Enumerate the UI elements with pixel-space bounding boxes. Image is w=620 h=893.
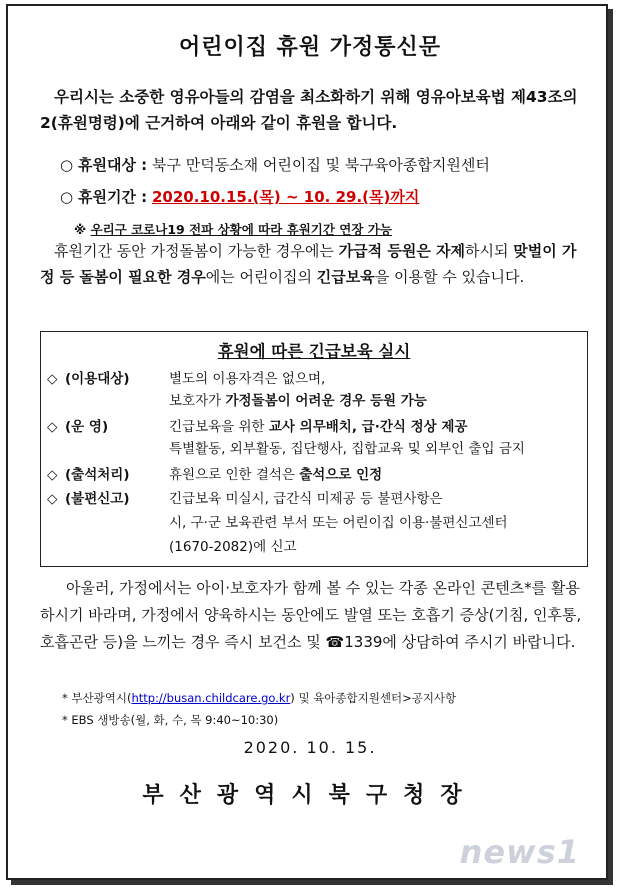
childcare-link[interactable]: http://busan.childcare.go.kr: [131, 691, 291, 705]
row-eligibility: ◇ (이용대상) 별도의 이용자격은 없으며,: [47, 371, 326, 387]
closure-period-value: 2020.10.15.(목) ~ 10. 29.(목)까지: [151, 188, 420, 206]
intro-paragraph: 우리시는 소중한 영유아들의 감염을 최소화하기 위해 영유아보육법 제43조의2(휴원명령)에 근거하여 아래와 같이 휴원을 합니다.: [40, 88, 578, 132]
extension-note: ※ 우리구 코로나19 전파 상황에 따라 휴원기간 연장 가능: [74, 222, 392, 237]
notice-title: 어린이집 휴원 가정통신문: [178, 35, 442, 60]
issuer-name: 부산광역시북구청장: [142, 783, 478, 808]
footnote-ebs: * EBS 생방송(월, 화, 수, 목 9:40~10:30): [62, 713, 279, 727]
emergency-care-box: 휴원에 따른 긴급보육 실시 ◇ (이용대상) 별도의 이용자격은 없으며, 보호자가 가정돌봄이 어려운 경우 등원 가능 ◇ (운 영) 긴급보육을 위한 교사 의무배치, 급·간식 정상 제공 특별활동, 외부활동, 집단행사, 집합교육 및 외부인 출입 금지 ◇ (출석처리) 휴원으로 인한 결석은 출석으로 인정 ◇ (불편신고) 긴급보육 미실시, 급간식 미제공 등 불편사항은 시, 구·군 보육관련 부서 또는 어린이집 이용·불편신고센터 (1670-2082)에 신고: [40, 331, 588, 567]
box-title: 휴원에 따른 긴급보육 실시: [217, 342, 411, 361]
closure-target-value: 북구 만덕동소재 어린이집 및 북구육아종합지원센터: [151, 156, 490, 174]
notice-date: 2020. 10. 15.: [243, 738, 377, 757]
row-complaint: ◇ (불편신고) 긴급보육 미실시, 급간식 미제공 등 불편사항은: [47, 491, 443, 507]
closure-target: ○ 휴원대상 : 북구 만덕동소재 어린이집 및 북구육아종합지원센터: [60, 156, 490, 174]
closure-target-label: 휴원대상 :: [78, 156, 148, 174]
news1-watermark: news1: [459, 833, 580, 871]
closure-period: ○ 휴원기간 : 2020.10.15.(목) ~ 10. 29.(목)까지: [60, 188, 420, 206]
closure-period-label: 휴원기간 :: [78, 188, 148, 206]
row-attendance: ◇ (출석처리) 휴원으로 인한 결석은 출석으로 인정: [47, 467, 383, 483]
footnote-busan: * 부산광역시(http://busan.childcare.go.kr) 및 육아종합지원센터>공지사항: [62, 691, 457, 705]
online-content-paragraph: 아울러, 가정에서는 아이·보호자가 함께 볼 수 있는 각종 온라인 콘텐츠*를 활용하시기 바라며, 가정에서 양육하시는 동안에도 발열 또는 호흡기 증상(기침, 인후통, 호흡곤란 등)을 느끼는 경우 즉시 보건소 및 ☎1339에 상담하여 주시기 바랍니다.: [40, 579, 582, 651]
home-care-paragraph: 휴원기간 동안 가정돌봄이 가능한 경우에는 가급적 등원은 자제하시되 맞벌이 가정 등 돌봄이 필요한 경우에는 어린이집의 긴급보육을 이용할 수 있습니다.: [40, 242, 577, 286]
row-operation: ◇ (운 영) 긴급보육을 위한 교사 의무배치, 급·간식 정상 제공: [47, 419, 468, 435]
